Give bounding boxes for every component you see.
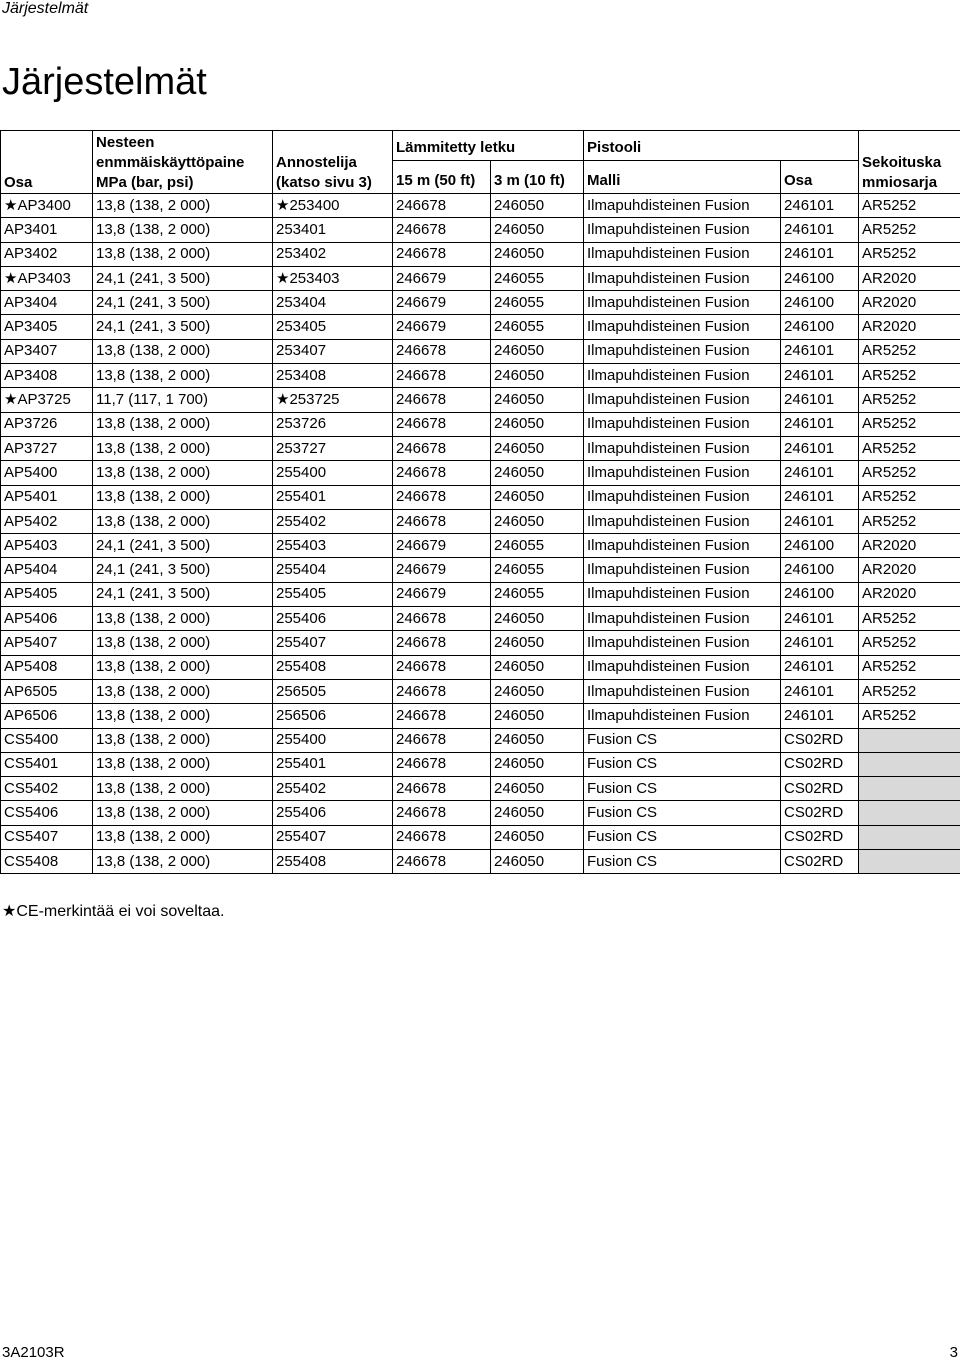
- cell-mix-module: AR5252: [859, 679, 960, 703]
- header-osa: Osa: [1, 131, 93, 194]
- cell-gun-model: Ilmapuhdisteinen Fusion: [584, 534, 781, 558]
- cell-osa: AP3401: [1, 218, 93, 242]
- cell-gun-model: Ilmapuhdisteinen Fusion: [584, 485, 781, 509]
- cell-hose-50ft: 246678: [393, 825, 491, 849]
- cell-osa: CS5406: [1, 801, 93, 825]
- header-mix-module: Sekoituska mmiosarja: [859, 131, 960, 194]
- cell-gun-part: 246101: [781, 655, 859, 679]
- cell-gun-model: Ilmapuhdisteinen Fusion: [584, 704, 781, 728]
- cell-hose-10ft: 246050: [491, 679, 584, 703]
- cell-osa: AP5404: [1, 558, 93, 582]
- table-row: [1, 509, 960, 533]
- cell-mix-module: AR5252: [859, 631, 960, 655]
- cell-gun-part: CS02RD: [781, 728, 859, 752]
- cell-osa: AP3408: [1, 364, 93, 388]
- page-number: 3: [949, 1344, 958, 1361]
- cell-pressure: 13,8 (138, 2 000): [93, 825, 273, 849]
- cell-mix-module: [859, 850, 960, 874]
- cell-proportioner: 256506: [273, 704, 393, 728]
- cell-proportioner: ★253403: [273, 266, 393, 290]
- cell-gun-model: Fusion CS: [584, 728, 781, 752]
- table-row: [1, 728, 960, 752]
- cell-hose-50ft: 246678: [393, 412, 491, 436]
- table-row: [1, 631, 960, 655]
- cell-mix-module: AR5252: [859, 607, 960, 631]
- cell-gun-part: 246101: [781, 461, 859, 485]
- cell-hose-10ft: 246050: [491, 607, 584, 631]
- table-row: [1, 655, 960, 679]
- table-row: [1, 461, 960, 485]
- header-hose-10ft: 3 m (10 ft): [491, 161, 584, 194]
- cell-mix-module: AR5252: [859, 388, 960, 412]
- cell-mix-module: AR5252: [859, 485, 960, 509]
- doc-number: 3A2103R: [2, 1344, 65, 1361]
- cell-pressure: 13,8 (138, 2 000): [93, 194, 273, 218]
- cell-mix-module: AR5252: [859, 412, 960, 436]
- cell-pressure: 11,7 (117, 1 700): [93, 388, 273, 412]
- cell-proportioner: ★253725: [273, 388, 393, 412]
- cell-gun-part: 246100: [781, 266, 859, 290]
- cell-hose-50ft: 246678: [393, 655, 491, 679]
- cell-gun-model: Ilmapuhdisteinen Fusion: [584, 412, 781, 436]
- cell-osa: AP3726: [1, 412, 93, 436]
- cell-proportioner: 255407: [273, 631, 393, 655]
- cell-proportioner: 255405: [273, 582, 393, 606]
- cell-osa: CS5400: [1, 728, 93, 752]
- cell-gun-part: 246101: [781, 607, 859, 631]
- cell-proportioner: 255402: [273, 509, 393, 533]
- cell-osa: AP5407: [1, 631, 93, 655]
- cell-pressure: 13,8 (138, 2 000): [93, 485, 273, 509]
- cell-hose-10ft: 246050: [491, 752, 584, 776]
- cell-osa: AP3727: [1, 436, 93, 460]
- table-row: [1, 607, 960, 631]
- cell-hose-10ft: 246050: [491, 728, 584, 752]
- cell-gun-part: 246101: [781, 194, 859, 218]
- cell-gun-part: CS02RD: [781, 801, 859, 825]
- cell-osa: AP5408: [1, 655, 93, 679]
- cell-osa: ★AP3725: [1, 388, 93, 412]
- cell-hose-50ft: 246678: [393, 461, 491, 485]
- cell-mix-module: AR2020: [859, 558, 960, 582]
- cell-proportioner: 253402: [273, 242, 393, 266]
- cell-hose-50ft: 246678: [393, 704, 491, 728]
- cell-hose-50ft: 246678: [393, 850, 491, 874]
- cell-gun-part: CS02RD: [781, 777, 859, 801]
- cell-gun-part: 246101: [781, 242, 859, 266]
- cell-pressure: 13,8 (138, 2 000): [93, 728, 273, 752]
- table-row: [1, 388, 960, 412]
- cell-gun-model: Fusion CS: [584, 752, 781, 776]
- cell-pressure: 13,8 (138, 2 000): [93, 436, 273, 460]
- cell-gun-part: 246100: [781, 558, 859, 582]
- table-row: [1, 752, 960, 776]
- cell-proportioner: 255407: [273, 825, 393, 849]
- cell-proportioner: 253726: [273, 412, 393, 436]
- table-row: [1, 704, 960, 728]
- cell-gun-part: 246101: [781, 436, 859, 460]
- cell-gun-part: 246101: [781, 388, 859, 412]
- cell-hose-50ft: 246679: [393, 315, 491, 339]
- systems-table: [0, 130, 960, 874]
- table-row: [1, 679, 960, 703]
- cell-pressure: 13,8 (138, 2 000): [93, 339, 273, 363]
- cell-gun-part: 246101: [781, 339, 859, 363]
- cell-gun-model: Fusion CS: [584, 825, 781, 849]
- cell-gun-part: 246101: [781, 364, 859, 388]
- cell-hose-50ft: 246678: [393, 509, 491, 533]
- cell-mix-module: AR5252: [859, 339, 960, 363]
- cell-hose-50ft: 246679: [393, 582, 491, 606]
- table-header-row: [1, 131, 960, 161]
- cell-gun-part: 246101: [781, 218, 859, 242]
- cell-proportioner: 253408: [273, 364, 393, 388]
- cell-hose-10ft: 246050: [491, 825, 584, 849]
- cell-pressure: 13,8 (138, 2 000): [93, 704, 273, 728]
- table-row: [1, 194, 960, 218]
- cell-pressure: 13,8 (138, 2 000): [93, 607, 273, 631]
- cell-gun-model: Ilmapuhdisteinen Fusion: [584, 461, 781, 485]
- cell-proportioner: 256505: [273, 679, 393, 703]
- cell-gun-model: Fusion CS: [584, 801, 781, 825]
- cell-osa: AP3402: [1, 242, 93, 266]
- cell-pressure: 13,8 (138, 2 000): [93, 801, 273, 825]
- cell-gun-model: Ilmapuhdisteinen Fusion: [584, 655, 781, 679]
- cell-gun-model: Ilmapuhdisteinen Fusion: [584, 364, 781, 388]
- cell-proportioner: 255406: [273, 801, 393, 825]
- cell-pressure: 13,8 (138, 2 000): [93, 679, 273, 703]
- cell-osa: CS5407: [1, 825, 93, 849]
- cell-pressure: 13,8 (138, 2 000): [93, 218, 273, 242]
- cell-gun-model: Ilmapuhdisteinen Fusion: [584, 194, 781, 218]
- header-hose-50ft: 15 m (50 ft): [393, 161, 491, 194]
- cell-hose-50ft: 246678: [393, 752, 491, 776]
- cell-mix-module: [859, 777, 960, 801]
- cell-osa: AP3405: [1, 315, 93, 339]
- cell-gun-model: Ilmapuhdisteinen Fusion: [584, 607, 781, 631]
- cell-proportioner: 253401: [273, 218, 393, 242]
- cell-hose-10ft: 246055: [491, 291, 584, 315]
- cell-hose-50ft: 246678: [393, 436, 491, 460]
- cell-gun-model: Ilmapuhdisteinen Fusion: [584, 291, 781, 315]
- cell-hose-50ft: 246679: [393, 291, 491, 315]
- cell-mix-module: [859, 752, 960, 776]
- cell-proportioner: 255408: [273, 655, 393, 679]
- table-row: [1, 218, 960, 242]
- cell-hose-10ft: 246050: [491, 242, 584, 266]
- cell-proportioner: 253404: [273, 291, 393, 315]
- page-title: Järjestelmät: [2, 61, 207, 103]
- cell-proportioner: 255402: [273, 777, 393, 801]
- cell-hose-10ft: 246050: [491, 194, 584, 218]
- cell-osa: CS5401: [1, 752, 93, 776]
- cell-mix-module: AR5252: [859, 218, 960, 242]
- cell-gun-part: 246101: [781, 631, 859, 655]
- cell-hose-10ft: 246050: [491, 631, 584, 655]
- cell-gun-model: Ilmapuhdisteinen Fusion: [584, 582, 781, 606]
- cell-proportioner: 253405: [273, 315, 393, 339]
- cell-hose-50ft: 246678: [393, 679, 491, 703]
- cell-gun-part: 246100: [781, 315, 859, 339]
- cell-gun-model: Ilmapuhdisteinen Fusion: [584, 631, 781, 655]
- cell-hose-50ft: 246678: [393, 364, 491, 388]
- cell-mix-module: AR5252: [859, 461, 960, 485]
- table-row: [1, 315, 960, 339]
- cell-hose-10ft: 246050: [491, 850, 584, 874]
- cell-hose-10ft: 246050: [491, 485, 584, 509]
- cell-mix-module: AR5252: [859, 364, 960, 388]
- footnote: ★CE-merkintää ei voi soveltaa.: [2, 903, 225, 920]
- cell-hose-50ft: 246678: [393, 388, 491, 412]
- cell-gun-model: Ilmapuhdisteinen Fusion: [584, 558, 781, 582]
- table-row: [1, 485, 960, 509]
- cell-hose-10ft: 246050: [491, 364, 584, 388]
- header-gun-model: Malli: [584, 161, 781, 194]
- cell-hose-50ft: 246678: [393, 242, 491, 266]
- cell-gun-part: 246101: [781, 509, 859, 533]
- cell-hose-50ft: 246678: [393, 777, 491, 801]
- cell-mix-module: AR2020: [859, 582, 960, 606]
- cell-hose-50ft: 246678: [393, 607, 491, 631]
- cell-pressure: 13,8 (138, 2 000): [93, 655, 273, 679]
- cell-hose-50ft: 246679: [393, 558, 491, 582]
- cell-gun-model: Ilmapuhdisteinen Fusion: [584, 266, 781, 290]
- cell-osa: AP5403: [1, 534, 93, 558]
- table-row: [1, 558, 960, 582]
- cell-osa: AP5405: [1, 582, 93, 606]
- cell-osa: CS5408: [1, 850, 93, 874]
- cell-mix-module: AR5252: [859, 704, 960, 728]
- cell-hose-10ft: 246050: [491, 218, 584, 242]
- cell-gun-model: Ilmapuhdisteinen Fusion: [584, 509, 781, 533]
- table-row: [1, 266, 960, 290]
- table-row: [1, 801, 960, 825]
- cell-hose-10ft: 246055: [491, 534, 584, 558]
- cell-proportioner: 255401: [273, 485, 393, 509]
- cell-mix-module: [859, 801, 960, 825]
- cell-gun-model: Ilmapuhdisteinen Fusion: [584, 339, 781, 363]
- cell-pressure: 13,8 (138, 2 000): [93, 752, 273, 776]
- cell-osa: AP5400: [1, 461, 93, 485]
- cell-osa: AP5402: [1, 509, 93, 533]
- table-row: [1, 291, 960, 315]
- cell-proportioner: 255401: [273, 752, 393, 776]
- header-proportioner: Annostelija (katso sivu 3): [273, 131, 393, 194]
- cell-mix-module: AR2020: [859, 315, 960, 339]
- cell-hose-10ft: 246055: [491, 266, 584, 290]
- cell-pressure: 13,8 (138, 2 000): [93, 850, 273, 874]
- table-row: [1, 582, 960, 606]
- cell-gun-model: Ilmapuhdisteinen Fusion: [584, 679, 781, 703]
- cell-mix-module: AR2020: [859, 291, 960, 315]
- cell-gun-model: Ilmapuhdisteinen Fusion: [584, 388, 781, 412]
- cell-pressure: 13,8 (138, 2 000): [93, 777, 273, 801]
- cell-proportioner: 255404: [273, 558, 393, 582]
- cell-gun-part: 246100: [781, 534, 859, 558]
- cell-hose-50ft: 246679: [393, 266, 491, 290]
- cell-gun-model: Ilmapuhdisteinen Fusion: [584, 436, 781, 460]
- cell-hose-10ft: 246050: [491, 412, 584, 436]
- cell-hose-10ft: 246050: [491, 655, 584, 679]
- cell-gun-part: CS02RD: [781, 825, 859, 849]
- cell-osa: AP6506: [1, 704, 93, 728]
- cell-pressure: 24,1 (241, 3 500): [93, 291, 273, 315]
- cell-gun-part: CS02RD: [781, 850, 859, 874]
- cell-proportioner: 255400: [273, 461, 393, 485]
- table-row: [1, 412, 960, 436]
- cell-mix-module: AR2020: [859, 534, 960, 558]
- cell-pressure: 24,1 (241, 3 500): [93, 315, 273, 339]
- cell-pressure: 13,8 (138, 2 000): [93, 364, 273, 388]
- cell-hose-10ft: 246050: [491, 461, 584, 485]
- cell-mix-module: AR5252: [859, 242, 960, 266]
- cell-mix-module: [859, 825, 960, 849]
- cell-pressure: 24,1 (241, 3 500): [93, 266, 273, 290]
- cell-gun-part: 246100: [781, 291, 859, 315]
- cell-mix-module: AR2020: [859, 266, 960, 290]
- header-max-pressure: Nesteen enmmäiskäyttöpaine MPa (bar, psi): [93, 131, 273, 194]
- header-gun: Pistooli: [584, 131, 859, 161]
- cell-gun-part: 246101: [781, 412, 859, 436]
- cell-hose-10ft: 246050: [491, 388, 584, 412]
- cell-hose-10ft: 246055: [491, 582, 584, 606]
- cell-gun-part: 246101: [781, 679, 859, 703]
- header-heated-hose: Lämmitetty letku: [393, 131, 584, 161]
- cell-proportioner: ★253400: [273, 194, 393, 218]
- cell-hose-50ft: 246678: [393, 801, 491, 825]
- cell-osa: CS5402: [1, 777, 93, 801]
- cell-pressure: 13,8 (138, 2 000): [93, 242, 273, 266]
- table-row: [1, 364, 960, 388]
- cell-pressure: 13,8 (138, 2 000): [93, 631, 273, 655]
- cell-gun-part: 246101: [781, 485, 859, 509]
- cell-hose-10ft: 246055: [491, 558, 584, 582]
- table-row: [1, 777, 960, 801]
- running-header: Järjestelmät: [2, 0, 89, 17]
- table-row: [1, 339, 960, 363]
- cell-pressure: 24,1 (241, 3 500): [93, 582, 273, 606]
- cell-hose-50ft: 246678: [393, 631, 491, 655]
- table-row: [1, 436, 960, 460]
- cell-hose-50ft: 246678: [393, 194, 491, 218]
- table-row: [1, 825, 960, 849]
- cell-pressure: 13,8 (138, 2 000): [93, 412, 273, 436]
- cell-gun-model: Fusion CS: [584, 777, 781, 801]
- cell-hose-10ft: 246050: [491, 339, 584, 363]
- cell-osa: AP6505: [1, 679, 93, 703]
- cell-hose-10ft: 246050: [491, 436, 584, 460]
- cell-osa: AP5401: [1, 485, 93, 509]
- cell-osa: ★AP3400: [1, 194, 93, 218]
- cell-hose-50ft: 246679: [393, 534, 491, 558]
- cell-proportioner: 255403: [273, 534, 393, 558]
- cell-gun-model: Ilmapuhdisteinen Fusion: [584, 218, 781, 242]
- cell-proportioner: 255408: [273, 850, 393, 874]
- cell-proportioner: 255406: [273, 607, 393, 631]
- cell-gun-part: CS02RD: [781, 752, 859, 776]
- cell-proportioner: 253407: [273, 339, 393, 363]
- table-body: [1, 194, 960, 874]
- header-gun-part: Osa: [781, 161, 859, 194]
- cell-pressure: 13,8 (138, 2 000): [93, 509, 273, 533]
- cell-gun-model: Ilmapuhdisteinen Fusion: [584, 315, 781, 339]
- table-row: [1, 242, 960, 266]
- cell-osa: AP5406: [1, 607, 93, 631]
- cell-pressure: 24,1 (241, 3 500): [93, 558, 273, 582]
- cell-hose-10ft: 246055: [491, 315, 584, 339]
- cell-hose-10ft: 246050: [491, 801, 584, 825]
- cell-osa: AP3404: [1, 291, 93, 315]
- cell-gun-part: 246100: [781, 582, 859, 606]
- cell-hose-10ft: 246050: [491, 704, 584, 728]
- cell-mix-module: [859, 728, 960, 752]
- table-row: [1, 534, 960, 558]
- cell-pressure: 24,1 (241, 3 500): [93, 534, 273, 558]
- cell-proportioner: 255400: [273, 728, 393, 752]
- cell-mix-module: AR5252: [859, 436, 960, 460]
- cell-hose-50ft: 246678: [393, 339, 491, 363]
- cell-osa: ★AP3403: [1, 266, 93, 290]
- cell-hose-50ft: 246678: [393, 485, 491, 509]
- cell-hose-10ft: 246050: [491, 777, 584, 801]
- cell-hose-10ft: 246050: [491, 509, 584, 533]
- cell-gun-part: 246101: [781, 704, 859, 728]
- cell-gun-model: Fusion CS: [584, 850, 781, 874]
- cell-mix-module: AR5252: [859, 655, 960, 679]
- cell-proportioner: 253727: [273, 436, 393, 460]
- cell-gun-model: Ilmapuhdisteinen Fusion: [584, 242, 781, 266]
- cell-pressure: 13,8 (138, 2 000): [93, 461, 273, 485]
- cell-mix-module: AR5252: [859, 509, 960, 533]
- cell-osa: AP3407: [1, 339, 93, 363]
- cell-hose-50ft: 246678: [393, 728, 491, 752]
- cell-mix-module: AR5252: [859, 194, 960, 218]
- cell-hose-50ft: 246678: [393, 218, 491, 242]
- table-row: [1, 850, 960, 874]
